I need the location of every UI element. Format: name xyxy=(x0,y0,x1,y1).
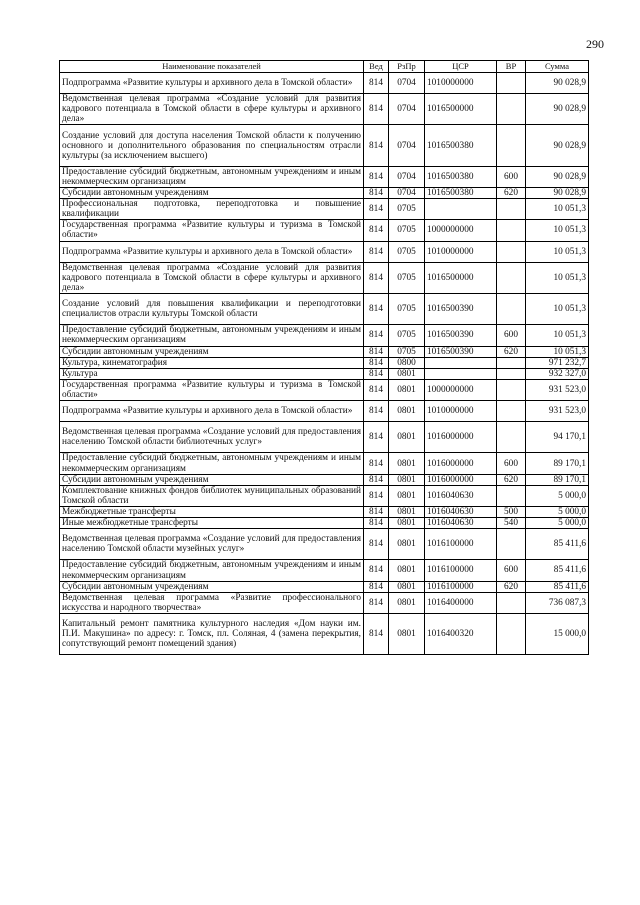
table-row xyxy=(60,592,589,613)
row-vr xyxy=(497,357,526,368)
row-vr xyxy=(497,592,526,613)
table-row xyxy=(60,529,589,560)
row-rzpr: 0705 xyxy=(389,199,425,220)
row-csr: 1016100000 xyxy=(425,529,497,560)
row-vr xyxy=(497,199,526,220)
row-csr: 1016500390 xyxy=(425,325,497,346)
row-csr xyxy=(425,368,497,379)
row-vr xyxy=(497,368,526,379)
row-sum: 85 411,6 xyxy=(526,529,589,560)
row-name: Культура, кинематография xyxy=(60,357,364,368)
row-ved: 814 xyxy=(364,94,389,125)
row-rzpr: 0801 xyxy=(389,379,425,400)
row-vr xyxy=(497,379,526,400)
row-rzpr: 0705 xyxy=(389,241,425,262)
row-sum: 10 051,3 xyxy=(526,199,589,220)
table-row xyxy=(60,325,589,346)
row-rzpr: 0801 xyxy=(389,422,425,453)
row-name: Ведомственная целевая программа «Создание условий для развития кадрового потенциала в Томской области в сфере культуры и архивного дела» xyxy=(60,262,364,293)
row-csr: 1016000000 xyxy=(425,422,497,453)
row-ved: 814 xyxy=(364,166,389,187)
row-ved: 814 xyxy=(364,262,389,293)
table-row xyxy=(60,485,589,506)
row-rzpr: 0801 xyxy=(389,485,425,506)
row-csr: 1016500000 xyxy=(425,94,497,125)
row-ved: 814 xyxy=(364,400,389,421)
row-vr xyxy=(497,400,526,421)
table-row xyxy=(60,518,589,529)
row-vr xyxy=(497,262,526,293)
row-vr: 620 xyxy=(497,581,526,592)
row-sum: 736 087,3 xyxy=(526,592,589,613)
row-sum: 10 051,3 xyxy=(526,325,589,346)
row-name: Предоставление субсидий бюджетным, автономным учреждениям и иным некоммерческим организациям xyxy=(60,325,364,346)
row-rzpr: 0801 xyxy=(389,453,425,474)
row-vr: 620 xyxy=(497,474,526,485)
row-sum: 10 051,3 xyxy=(526,294,589,325)
row-rzpr: 0705 xyxy=(389,262,425,293)
row-ved: 814 xyxy=(364,125,389,166)
row-sum: 90 028,9 xyxy=(526,94,589,125)
row-name: Предоставление субсидий бюджетным, автономным учреждениям и иным некоммерческим организациям xyxy=(60,166,364,187)
table-row xyxy=(60,560,589,581)
row-rzpr: 0704 xyxy=(389,125,425,166)
row-sum: 15 000,0 xyxy=(526,613,589,654)
row-rzpr: 0801 xyxy=(389,581,425,592)
table-row xyxy=(60,474,589,485)
table-row xyxy=(60,453,589,474)
row-csr: 1016000000 xyxy=(425,474,497,485)
row-name: Ведомственная целевая программа «Развитие профессионального искусства и народного творчества» xyxy=(60,592,364,613)
row-ved: 814 xyxy=(364,220,389,241)
row-rzpr: 0801 xyxy=(389,518,425,529)
table-row xyxy=(60,94,589,125)
table-row xyxy=(60,368,589,379)
row-csr: 1016000000 xyxy=(425,453,497,474)
row-rzpr: 0704 xyxy=(389,166,425,187)
row-csr: 1010000000 xyxy=(425,400,497,421)
row-csr: 1016040630 xyxy=(425,518,497,529)
row-ved: 814 xyxy=(364,241,389,262)
row-csr: 1016040630 xyxy=(425,485,497,506)
header-vr: ВР xyxy=(497,61,526,73)
row-sum: 971 232,7 xyxy=(526,357,589,368)
table-row xyxy=(60,262,589,293)
row-sum: 85 411,6 xyxy=(526,581,589,592)
row-ved: 814 xyxy=(364,613,389,654)
row-csr: 1016500380 xyxy=(425,166,497,187)
row-ved: 814 xyxy=(364,199,389,220)
row-vr: 540 xyxy=(497,518,526,529)
row-name: Создание условий для доступа населения Томской области к получению основного и дополнительного образования по специальностям отрасли культуры (за исключением высшего) xyxy=(60,125,364,166)
table-row xyxy=(60,73,589,94)
row-ved: 814 xyxy=(364,518,389,529)
row-rzpr: 0704 xyxy=(389,94,425,125)
row-sum: 5 000,0 xyxy=(526,518,589,529)
row-name: Межбюджетные трансферты xyxy=(60,506,364,517)
row-sum: 931 523,0 xyxy=(526,379,589,400)
row-rzpr: 0801 xyxy=(389,368,425,379)
row-vr xyxy=(497,294,526,325)
row-rzpr: 0801 xyxy=(389,560,425,581)
row-sum: 90 028,9 xyxy=(526,166,589,187)
row-vr xyxy=(497,241,526,262)
row-sum: 10 051,3 xyxy=(526,241,589,262)
row-ved: 814 xyxy=(364,529,389,560)
row-name: Ведомственная целевая программа «Создание условий для предоставления населению Томской области музейных услуг» xyxy=(60,529,364,560)
table-row xyxy=(60,220,589,241)
row-csr: 1016400000 xyxy=(425,592,497,613)
header-rzpr: РзПр xyxy=(389,61,425,73)
row-rzpr: 0705 xyxy=(389,294,425,325)
table-row xyxy=(60,400,589,421)
row-sum: 94 170,1 xyxy=(526,422,589,453)
row-ved: 814 xyxy=(364,188,389,199)
row-csr: 1010000000 xyxy=(425,241,497,262)
row-csr: 1016500000 xyxy=(425,262,497,293)
row-name: Профессиональная подготовка, переподготовка и повышение квалификации xyxy=(60,199,364,220)
header-sum: Сумма xyxy=(526,61,589,73)
row-csr: 1016040630 xyxy=(425,506,497,517)
header-ved: Вед xyxy=(364,61,389,73)
row-name: Субсидии автономным учреждениям xyxy=(60,346,364,357)
row-name: Подпрограмма «Развитие культуры и архивного дела в Томской области» xyxy=(60,73,364,94)
header-name: Наименование показателей xyxy=(60,61,364,73)
row-ved: 814 xyxy=(364,474,389,485)
row-vr: 600 xyxy=(497,453,526,474)
row-vr: 500 xyxy=(497,506,526,517)
row-rzpr: 0801 xyxy=(389,592,425,613)
row-rzpr: 0800 xyxy=(389,357,425,368)
row-name: Иные межбюджетные трансферты xyxy=(60,518,364,529)
row-name: Государственная программа «Развитие культуры и туризма в Томской области» xyxy=(60,220,364,241)
row-vr xyxy=(497,125,526,166)
row-ved: 814 xyxy=(364,357,389,368)
row-ved: 814 xyxy=(364,592,389,613)
row-ved: 814 xyxy=(364,73,389,94)
row-csr: 1016500380 xyxy=(425,125,497,166)
row-sum: 932 327,0 xyxy=(526,368,589,379)
budget-table xyxy=(59,60,589,655)
row-rzpr: 0705 xyxy=(389,325,425,346)
row-rzpr: 0704 xyxy=(389,73,425,94)
table-row xyxy=(60,125,589,166)
row-name: Ведомственная целевая программа «Создание условий для развития кадрового потенциала в Томской области в сфере культуры и архивного дела» xyxy=(60,94,364,125)
row-ved: 814 xyxy=(364,506,389,517)
table-row xyxy=(60,357,589,368)
row-csr: 1000000000 xyxy=(425,220,497,241)
row-csr: 1000000000 xyxy=(425,379,497,400)
row-csr xyxy=(425,199,497,220)
row-ved: 814 xyxy=(364,485,389,506)
table-row xyxy=(60,241,589,262)
row-name: Предоставление субсидий бюджетным, автономным учреждениям и иным некоммерческим организациям xyxy=(60,453,364,474)
row-name: Субсидии автономным учреждениям xyxy=(60,188,364,199)
row-vr: 620 xyxy=(497,188,526,199)
row-csr: 1016100000 xyxy=(425,560,497,581)
row-sum: 90 028,9 xyxy=(526,73,589,94)
row-name: Предоставление субсидий бюджетным, автономным учреждениям и иным некоммерческим организациям xyxy=(60,560,364,581)
row-vr: 600 xyxy=(497,325,526,346)
row-name: Подпрограмма «Развитие культуры и архивного дела в Томской области» xyxy=(60,241,364,262)
row-name: Субсидии автономным учреждениям xyxy=(60,581,364,592)
row-ved: 814 xyxy=(364,581,389,592)
row-sum: 90 028,9 xyxy=(526,188,589,199)
row-ved: 814 xyxy=(364,325,389,346)
row-csr: 1016500390 xyxy=(425,294,497,325)
row-sum: 90 028,9 xyxy=(526,125,589,166)
row-name: Капитальный ремонт памятника культурного наследия «Дом науки им. П.И. Макушина» по адресу: г. Томск, пл. Соляная, 4 (замена перекрытия, сопутствующий ремонт помещений здания) xyxy=(60,613,364,654)
row-rzpr: 0801 xyxy=(389,506,425,517)
row-ved: 814 xyxy=(364,294,389,325)
row-csr: 1016100000 xyxy=(425,581,497,592)
row-rzpr: 0705 xyxy=(389,220,425,241)
row-sum: 10 051,3 xyxy=(526,346,589,357)
row-ved: 814 xyxy=(364,379,389,400)
table-row xyxy=(60,506,589,517)
row-vr xyxy=(497,485,526,506)
row-name: Субсидии автономным учреждениям xyxy=(60,474,364,485)
row-sum: 10 051,3 xyxy=(526,262,589,293)
row-csr: 1016500390 xyxy=(425,346,497,357)
table-row xyxy=(60,188,589,199)
table-row xyxy=(60,166,589,187)
row-vr: 620 xyxy=(497,346,526,357)
row-vr xyxy=(497,422,526,453)
row-vr xyxy=(497,73,526,94)
table-row xyxy=(60,199,589,220)
row-sum: 85 411,6 xyxy=(526,560,589,581)
row-vr xyxy=(497,94,526,125)
row-vr: 600 xyxy=(497,166,526,187)
row-sum: 10 051,3 xyxy=(526,220,589,241)
table-row xyxy=(60,581,589,592)
row-rzpr: 0705 xyxy=(389,346,425,357)
row-ved: 814 xyxy=(364,453,389,474)
row-vr xyxy=(497,613,526,654)
row-name: Государственная программа «Развитие культуры и туризма в Томской области» xyxy=(60,379,364,400)
table-row xyxy=(60,422,589,453)
row-sum: 5 000,0 xyxy=(526,485,589,506)
row-ved: 814 xyxy=(364,368,389,379)
row-name: Культура xyxy=(60,368,364,379)
row-csr: 1010000000 xyxy=(425,73,497,94)
row-sum: 931 523,0 xyxy=(526,400,589,421)
row-vr xyxy=(497,220,526,241)
row-rzpr: 0801 xyxy=(389,474,425,485)
header-csr: ЦСР xyxy=(425,61,497,73)
page-number: 290 xyxy=(586,37,604,51)
table-row xyxy=(60,613,589,654)
row-name: Подпрограмма «Развитие культуры и архивного дела в Томской области» xyxy=(60,400,364,421)
row-sum: 5 000,0 xyxy=(526,506,589,517)
row-csr: 1016400320 xyxy=(425,613,497,654)
row-vr: 600 xyxy=(497,560,526,581)
table-body xyxy=(60,73,589,655)
row-ved: 814 xyxy=(364,346,389,357)
row-ved: 814 xyxy=(364,560,389,581)
row-csr xyxy=(425,357,497,368)
table-row xyxy=(60,346,589,357)
row-sum: 89 170,1 xyxy=(526,474,589,485)
row-name: Создание условий для повышения квалификации и переподготовки специалистов отрасли культуры Томской области xyxy=(60,294,364,325)
row-name: Комплектование книжных фондов библиотек муниципальных образований Томской области xyxy=(60,485,364,506)
row-rzpr: 0704 xyxy=(389,188,425,199)
table-row xyxy=(60,294,589,325)
table-row xyxy=(60,379,589,400)
table-header-row xyxy=(60,61,589,73)
row-vr xyxy=(497,529,526,560)
row-name: Ведомственная целевая программа «Создание условий для предоставления населению Томской области библиотечных услуг» xyxy=(60,422,364,453)
row-sum: 89 170,1 xyxy=(526,453,589,474)
row-csr: 1016500380 xyxy=(425,188,497,199)
row-rzpr: 0801 xyxy=(389,529,425,560)
row-rzpr: 0801 xyxy=(389,400,425,421)
row-ved: 814 xyxy=(364,422,389,453)
row-rzpr: 0801 xyxy=(389,613,425,654)
